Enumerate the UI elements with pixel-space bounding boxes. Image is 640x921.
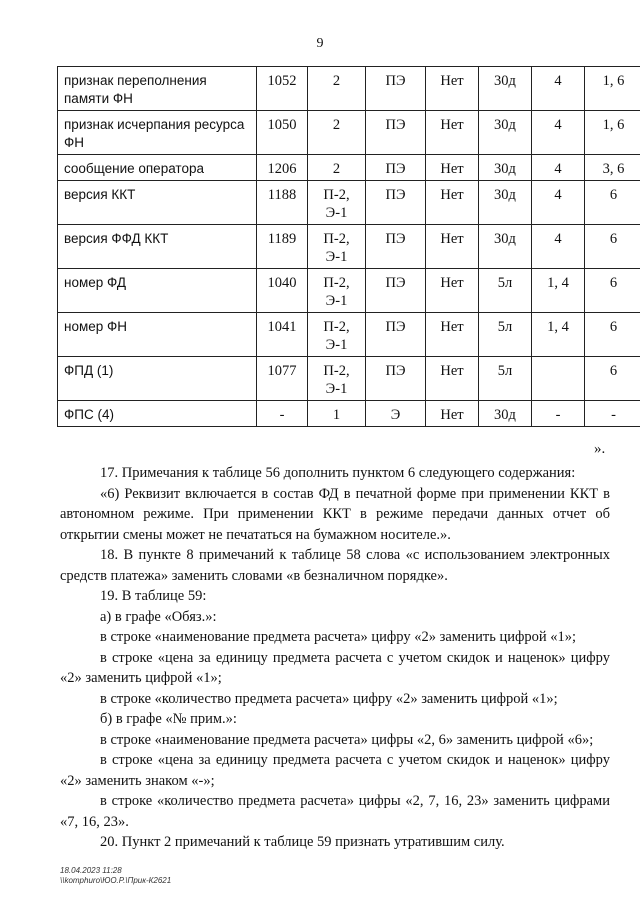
table-cell-pe: ПЭ <box>366 225 426 269</box>
table-cell-net: Нет <box>426 269 479 313</box>
paragraph: «6) Реквизит включается в состав ФД в печатной форме при применении ККТ в автономном режиме. При применении ККТ в режиме передачи данных отчет об открытии смены может не печататься на бумажном носителе.». <box>60 485 610 543</box>
table-cell-name: признак исчерпания ресурса ФН <box>58 111 257 155</box>
paragraph: в строке «наименование предмета расчета» цифру «2» заменить цифрой «1»; <box>100 629 577 645</box>
table-cell-form: 2 <box>308 155 366 181</box>
table-cell-pe: ПЭ <box>366 67 426 111</box>
table-row <box>58 67 640 111</box>
table-cell-tag: 1206 <box>257 155 308 181</box>
table-cell-c7: 6 <box>585 181 640 225</box>
table-cell-tag: 1041 <box>257 313 308 357</box>
table-row <box>58 181 640 225</box>
table-cell-term: 5л <box>479 313 532 357</box>
table-cell-term: 30д <box>479 111 532 155</box>
table-cell-c7: 6 <box>585 269 640 313</box>
table-cell-tag: 1052 <box>257 67 308 111</box>
table-cell-c7: 1, 6 <box>585 67 640 111</box>
footer-timestamp: 18.04.2023 11:28 <box>60 866 122 875</box>
table-cell-c6 <box>532 357 585 401</box>
table-row <box>58 155 640 181</box>
table-row <box>58 225 640 269</box>
table-cell-form: П-2, Э-1 <box>308 313 366 357</box>
table-cell-tag: 1189 <box>257 225 308 269</box>
table-cell-net: Нет <box>426 313 479 357</box>
table-cell-c7: 6 <box>585 225 640 269</box>
table-cell-term: 30д <box>479 401 532 427</box>
table-closing-quote: ». <box>594 441 606 457</box>
table-cell-c6: - <box>532 401 585 427</box>
table-cell-c6: 4 <box>532 225 585 269</box>
table-cell-c7: 6 <box>585 313 640 357</box>
table-cell-pe: ПЭ <box>366 111 426 155</box>
footer-path: \\komphuro\ЮО.P.\Прик-К2621 <box>60 876 172 885</box>
paragraph: а) в графе «Обяз.»: <box>100 608 217 625</box>
table-row <box>58 313 640 357</box>
table-cell-c7: - <box>585 401 640 427</box>
table-cell-c6: 4 <box>532 111 585 155</box>
table-cell-c6: 1, 4 <box>532 313 585 357</box>
table-cell-form: П-2, Э-1 <box>308 181 366 225</box>
paragraph: 17. Примечания к таблице 56 дополнить пунктом 6 следующего содержания: <box>100 465 576 481</box>
table-cell-form: П-2, Э-1 <box>308 357 366 401</box>
paragraph: 19. В таблице 59: <box>100 588 207 604</box>
paragraph: в строке «наименование предмета расчета» цифры «2, 6» заменить цифрой «6»; <box>100 731 594 748</box>
table-cell-net: Нет <box>426 67 479 111</box>
table-row <box>58 401 640 427</box>
table-cell-c7: 6 <box>585 357 640 401</box>
table-cell-pe: Э <box>366 401 426 427</box>
paragraph: 20. Пункт 2 примечаний к таблице 59 признать утратившим силу. <box>100 834 505 850</box>
table-cell-name: ФПД (1) <box>58 357 257 401</box>
table-cell-tag: - <box>257 401 308 427</box>
document-footer <box>60 866 171 886</box>
table-cell-net: Нет <box>426 357 479 401</box>
table-cell-net: Нет <box>426 181 479 225</box>
table-cell-term: 30д <box>479 67 532 111</box>
table-cell-pe: ПЭ <box>366 155 426 181</box>
table-cell-net: Нет <box>426 225 479 269</box>
paragraph: в строке «цена за единицу предмета расчета с учетом скидок и наценок» цифру «2» заменить цифрой «1»; <box>60 649 610 686</box>
table-cell-tag: 1040 <box>257 269 308 313</box>
table-cell-c6: 1, 4 <box>532 269 585 313</box>
table-cell-form: П-2, Э-1 <box>308 225 366 269</box>
table-cell-term: 30д <box>479 155 532 181</box>
table-cell-name: ФПС (4) <box>58 401 257 427</box>
table-cell-tag: 1050 <box>257 111 308 155</box>
table-cell-tag: 1188 <box>257 181 308 225</box>
table-cell-form: П-2, Э-1 <box>308 269 366 313</box>
table-cell-c6: 4 <box>532 67 585 111</box>
table-cell-name: номер ФД <box>58 269 257 313</box>
table-cell-term: 30д <box>479 181 532 225</box>
paragraph: 18. В пункте 8 примечаний к таблице 58 слова «с использованием электронных средств платежа» заменить словами «в безналичном порядке». <box>60 547 610 584</box>
table-cell-name: признак переполнения памяти ФН <box>58 67 257 111</box>
table-cell-net: Нет <box>426 111 479 155</box>
paragraph: в строке «цена за единицу предмета расчета с учетом скидок и наценок» цифру «2» заменить знаком «-»; <box>60 752 610 789</box>
table-cell-term: 5л <box>479 357 532 401</box>
page-number: 9 <box>316 36 324 51</box>
table-cell-term: 30д <box>479 225 532 269</box>
table-cell-pe: ПЭ <box>366 269 426 313</box>
table-cell-pe: ПЭ <box>366 313 426 357</box>
table-cell-tag: 1077 <box>257 357 308 401</box>
paragraph: б) в графе «№ прим.»: <box>100 711 237 727</box>
table-row <box>58 111 640 155</box>
table-cell-name: номер ФН <box>58 313 257 357</box>
table-row <box>58 269 640 313</box>
table-cell-pe: ПЭ <box>366 181 426 225</box>
table-cell-form: 1 <box>308 401 366 427</box>
table-cell-c7: 1, 6 <box>585 111 640 155</box>
paragraph: в строке «количество предмета расчета» цифры «2, 7, 16, 23» заменить цифрами «7, 16, 23». <box>60 793 610 830</box>
table-cell-net: Нет <box>426 401 479 427</box>
table-cell-form: 2 <box>308 67 366 111</box>
table-cell-name: версия ККТ <box>58 181 257 225</box>
table-cell-c6: 4 <box>532 181 585 225</box>
paragraph: в строке «количество предмета расчета» цифру «2» заменить цифрой «1»; <box>100 690 558 707</box>
table-cell-name: сообщение оператора <box>58 155 257 181</box>
table-cell-name: версия ФФД ККТ <box>58 225 257 269</box>
table-cell-c6: 4 <box>532 155 585 181</box>
table-cell-net: Нет <box>426 155 479 181</box>
table-cell-pe: ПЭ <box>366 357 426 401</box>
table-cell-term: 5л <box>479 269 532 313</box>
table-row <box>58 357 640 401</box>
amendment-text <box>60 463 610 853</box>
requisites-table <box>57 66 640 427</box>
table-cell-form: 2 <box>308 111 366 155</box>
table-cell-c7: 3, 6 <box>585 155 640 181</box>
